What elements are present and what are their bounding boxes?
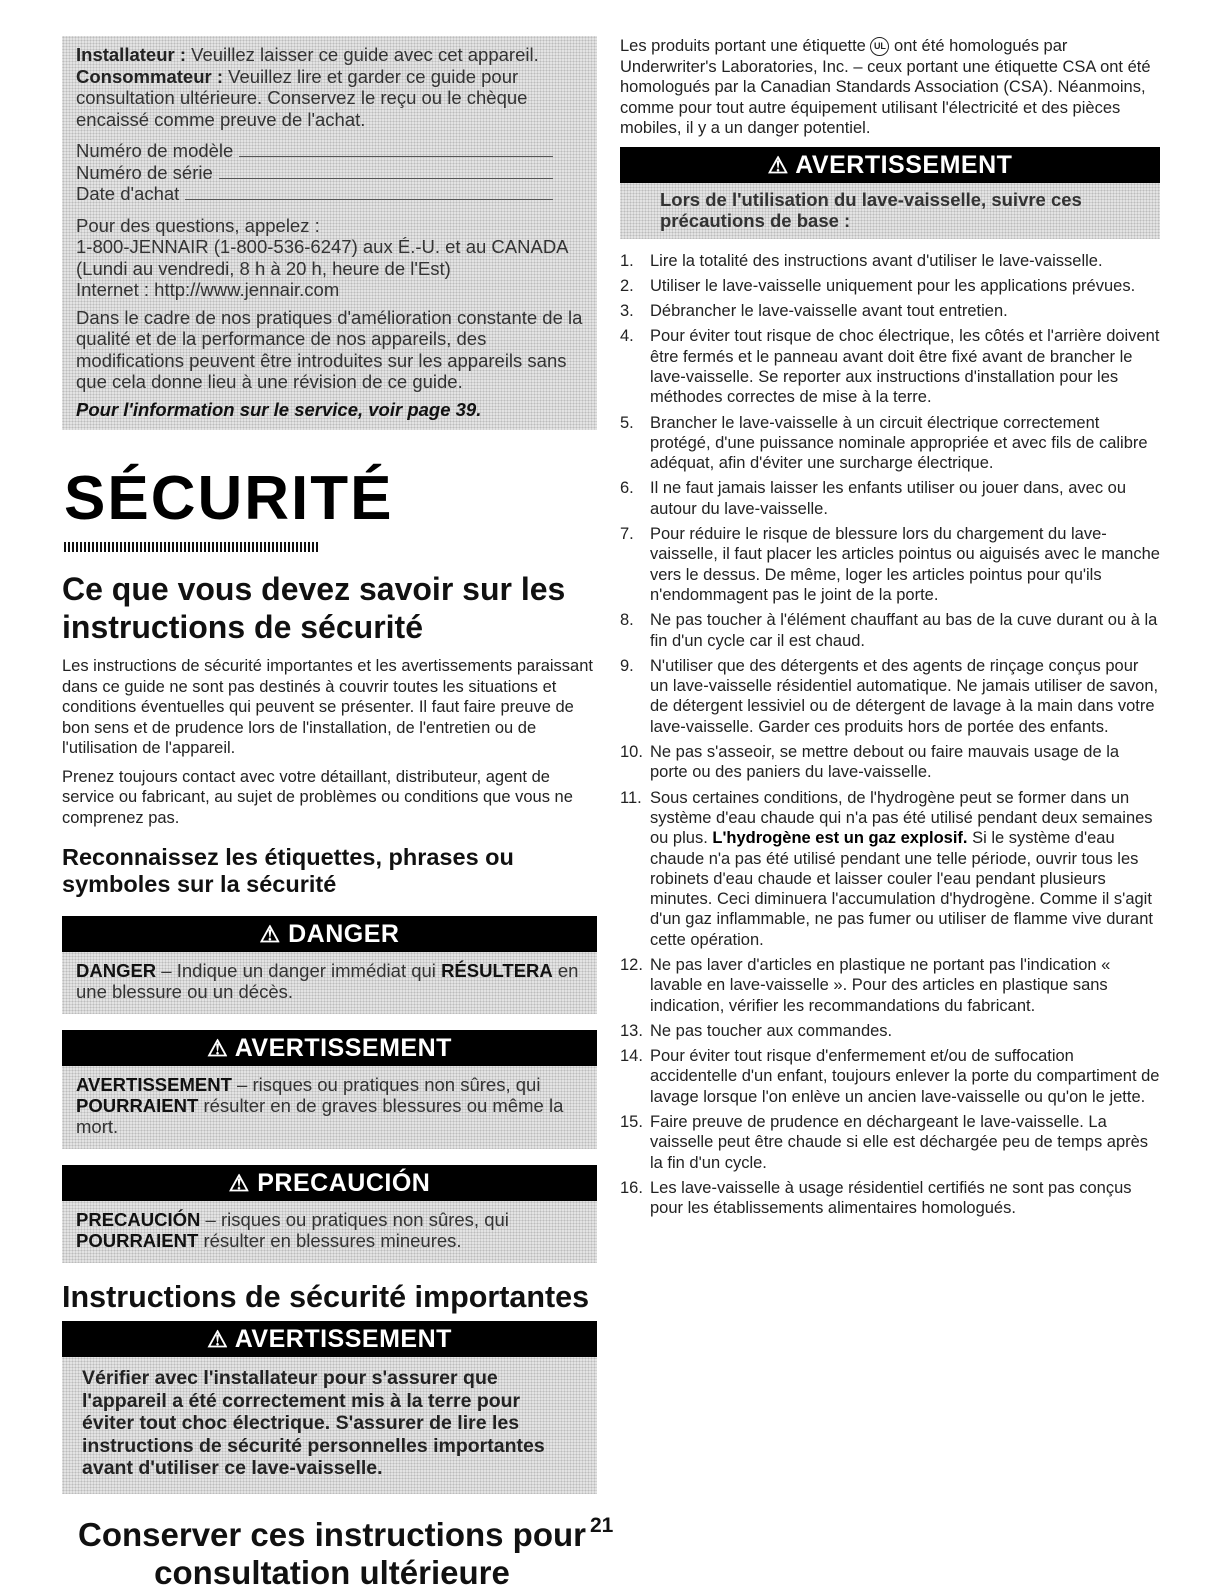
safety-rules-list <box>620 251 1160 1219</box>
list-item: 9. N'utiliser que des détergents et des agents de rinçage conçus pour un lave-vaisselle résidentiel automatique. Ne jamais utiliser de savon, de détergent lessiviel ou de détergent de lavage à la main dans votre lave-vaisselle. Garder ces produits hors de portée des enfants. <box>620 656 1159 736</box>
list-item: 11. Sous certaines conditions, de l'hydrogène peut se former dans un système d'eau chaude qui n'a pas été utilisé pendant deux semaines ou plus. L'hydrogène est un gaz explosif. Si le système d'eau chaude n'a pas été utilisé pendant une telle période, ouvrir tous les robinets d'eau chaude et laisser couler l'eau pendant plusieurs minutes. Ceci diminuera l'accumulation d'hydrogène. Comme il s'agit d'un gaz inflammable, ne pas fumer ou utiliser de flamme vive durant cette opération. <box>620 788 1153 949</box>
right-column <box>620 36 1160 1224</box>
warning-triangle-icon: ⚠ <box>207 1035 229 1061</box>
save-instructions-title: Conserver ces instructions pour consultation ultérieure <box>78 1515 586 1591</box>
danger-description: DANGER – Indique un danger immédiat qui RÉSULTERA en une blessure ou un décès. <box>62 952 597 1014</box>
improvement-note: Dans le cadre de nos pratiques d'amélioration constante de la qualité et de la performance de nos appareils, des modifications peuvent être introduites sur les appareils sans que cela donne lieu à une révision de ce guide. <box>76 306 583 392</box>
caution-header: ⚠ PRECAUCIÓN <box>62 1165 597 1201</box>
know-paragraph-1: Les instructions de sécurité importantes et les avertissements paraissant dans ce guide ne sont pas destinés à couvrir toutes les situations et conditions éventuelles qui peuvent se présenter. Il faut faire preuve de bon sens et de prudence lors de l'installation, de l'entretien ou de l'utilisation de l'appareil. <box>62 657 593 757</box>
list-item: 4. Pour éviter tout risque de choc électrique, les côtés et l'arrière doivent être fermés et le panneau avant doit être fixé avant de brancher le lave-vaisselle. Se reporter aux instructions d'installation pour les méthodes correctes de mise à la terre. <box>620 327 1160 407</box>
list-item: 1. Lire la totalité des instructions avant d'utiliser le lave-vaisselle. <box>620 251 1103 270</box>
warning-triangle-icon: ⚠ <box>207 1326 229 1352</box>
precautions-intro: Lors de l'utilisation du lave-vaisselle, suivre ces précautions de base : <box>620 183 1160 239</box>
serial-number-field[interactable]: Numéro de série <box>76 162 583 184</box>
questions-line: Pour des questions, appelez : <box>76 214 320 236</box>
ground-warning-box <box>62 1321 597 1494</box>
caution-description: PRECAUCIÓN – risques ou pratiques non sûres, qui POURRAIENT résulter en blessures mineures. <box>62 1201 597 1263</box>
purchase-date-field[interactable]: Date d'achat <box>76 183 583 205</box>
list-item: 8. Ne pas toucher à l'élément chauffant au bas de la cuve durant ou à la fin d'un cycle car il est chaud. <box>620 611 1158 650</box>
important-heading: Instructions de sécurité importantes <box>62 1280 590 1314</box>
warning-header: ⚠ AVERTISSEMENT <box>62 1030 597 1066</box>
service-page-link[interactable]: Pour l'information sur le service, voir page 39. <box>76 398 482 420</box>
list-item: 2. Utiliser le lave-vaisselle uniquement pour les applications prévues. <box>620 276 1136 295</box>
ground-warning-text: Vérifier avec l'installateur pour s'assurer que l'appareil a été correctement mis à la terre pour éviter tout choc électrique. S'assurer de lire les instructions de sécurité personnelles importantes avant d'utiliser ce lave-vaisselle. <box>62 1357 597 1494</box>
list-item: 14. Pour éviter tout risque d'enfermement et/ou de suffocation accidentelle d'un enfant, toujours enlever la porte du compartiment de lavage lorsque l'on enlève un ancien lave-vaisselle ou qu'on le jette. <box>620 1047 1160 1106</box>
danger-signal-box <box>62 916 597 1014</box>
certification-intro: Les produits portant une étiquette UL ont été homologués par Underwriter's Laboratories, Inc. – ceux portant une étiquette CSA ont été homologués par la Canadian Standards Association (CSA). Néanmoins, comme pour tout autre équipement utilisant l'électricité et des pièces mobiles, il y a un danger potentiel. <box>620 37 1151 137</box>
ground-warning-header: ⚠ AVERTISSEMENT <box>62 1321 597 1357</box>
installer-line: Installateur : Veuillez laisser ce guide avec cet appareil. <box>76 44 539 65</box>
list-item: 3. Débrancher le lave-vaisselle avant tout entretien. <box>620 302 1008 321</box>
ul-listed-icon: UL <box>870 37 889 56</box>
warning-triangle-icon: ⚠ <box>259 921 281 947</box>
list-item: 15. Faire preuve de prudence en déchargeant le lave-vaisselle. La vaisselle peut être chaude si elle est déchargée peu de temps après la fin d'un cycle. <box>620 1113 1149 1172</box>
section-title: SÉCURITÉ <box>64 464 394 533</box>
list-item: 13. Ne pas toucher aux commandes. <box>620 1021 893 1040</box>
list-item: 7. Pour réduire le risque de blessure lors du chargement du lave-vaisselle, il faut placer les articles pointus ou aiguisés avec le manche vers le dessus. De même, loger les articles pointus pour qu'ils n'endommagent pas le joint de la porte. <box>620 525 1160 604</box>
warning-description: AVERTISSEMENT – risques ou pratiques non sûres, qui POURRAIENT résulter en de graves blessures ou même la mort. <box>62 1066 597 1149</box>
model-number-field[interactable]: Numéro de modèle <box>76 140 583 162</box>
list-item: 16. Les lave-vaisselle à usage résidentiel certifiés ne sont pas conçus pour les établissements alimentaires homologués. <box>620 1178 1132 1218</box>
danger-header: ⚠ DANGER <box>62 916 597 952</box>
know-heading: Ce que vous devez savoir sur les instructions de sécurité <box>62 571 566 645</box>
warning-triangle-icon: ⚠ <box>767 151 789 178</box>
website-link[interactable]: Internet : http://www.jennair.com <box>76 279 340 300</box>
left-column <box>62 36 597 1592</box>
list-item: 6. Il ne faut jamais laisser les enfants utiliser ou jouer dans, avec ou autour du lave-vaisselle. <box>620 479 1127 518</box>
title-underline <box>64 542 319 552</box>
list-item: 5. Brancher le lave-vaisselle à un circuit électrique correctement protégé, d'une puissance nominale appropriée et avec fils de calibre adéquat, afin d'éviter une surcharge électrique. <box>620 413 1148 473</box>
recognize-heading: Reconnaissez les étiquettes, phrases ou symboles sur la sécurité <box>62 844 514 897</box>
warning-triangle-icon: ⚠ <box>228 1170 250 1196</box>
basic-precautions-box <box>620 147 1160 239</box>
warning-signal-box <box>62 1030 597 1149</box>
hours-line: (Lundi au vendredi, 8 h à 20 h, heure de l'Est) <box>76 257 451 279</box>
list-item: 10. Ne pas s'asseoir, se mettre debout ou faire mauvais usage de la porte ou des paniers du lave-vaisselle. <box>620 743 1120 782</box>
page-number: 21 <box>590 1514 614 1537</box>
list-item: 12. Ne pas laver d'articles en plastique ne portant pas l'indication « lavable en lave-vaisselle ». Pour des articles en plastique sans indication, vérifier les recommandations du fabricant. <box>620 956 1111 1015</box>
know-paragraph-2: Prenez toujours contact avec votre détaillant, distributeur, agent de service ou fabricant, au sujet de problèmes ou conditions que vous ne comprenez pas. <box>62 767 573 827</box>
phone-line: 1-800-JENNAIR (1-800-536-6247) aux É.-U. et au CANADA <box>76 236 569 257</box>
installer-info-box <box>62 36 597 430</box>
precautions-header: ⚠ AVERTISSEMENT <box>620 147 1160 183</box>
caution-signal-box <box>62 1165 597 1263</box>
consumer-line: Consommateur : Veuillez lire et garder ce guide pour consultation ultérieure. Conservez le reçu ou le chèque encaissé comme preuve de l'achat. <box>76 65 528 130</box>
